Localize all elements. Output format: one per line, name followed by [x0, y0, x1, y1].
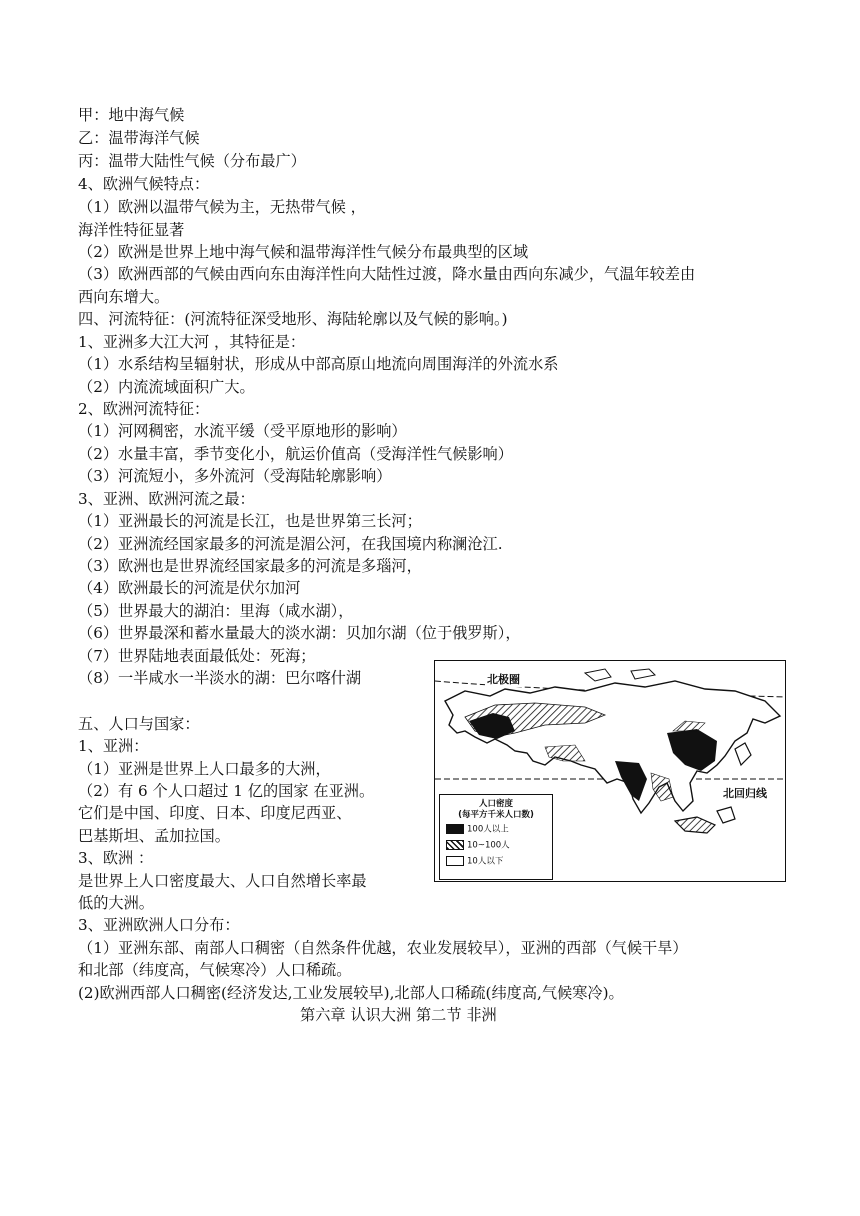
- text-line: 乙：温带海洋气候: [78, 129, 200, 147]
- arctic-circle-label: 北极圈: [487, 673, 520, 686]
- text-line: (2)欧洲西部人口稠密(经济发达,工业发展较早),北部人口稀疏(纬度高,气候寒冷)。: [78, 984, 624, 1002]
- population-density-map: [434, 660, 786, 882]
- text-line: 3、欧洲 ：: [78, 849, 154, 867]
- legend-item: [446, 856, 503, 867]
- text-line: （1）水系结构呈辐射状，形成从中部高原山地流向周围海洋的外流水系: [78, 355, 559, 373]
- text-line: （1）欧洲以温带气候为主，无热带气候 ，: [78, 198, 366, 216]
- island-japan: [735, 743, 751, 765]
- text-line: 低的大洲。: [78, 894, 154, 912]
- text-line: （1）亚洲是世界上人口最多的大洲，: [78, 760, 331, 778]
- text-line: （2）有 6 个人口超过 1 亿的国家 在亚洲。: [78, 782, 375, 800]
- text-line: （2）内流流域面积广大。: [78, 378, 255, 396]
- text-line: 1、亚洲：: [78, 737, 149, 755]
- text-line: （1）亚洲最长的河流是长江，也是世界第三长河；: [78, 512, 422, 530]
- text-line: 是世界上人口密度最大、人口自然增长率最: [78, 872, 367, 890]
- text-line: 4、欧洲气候特点：: [78, 175, 210, 193]
- text-line: （7）世界陆地表面最低处：死海；: [78, 647, 316, 665]
- legend-item-label: 10人以下: [467, 856, 504, 867]
- text-line: （3）欧洲也是世界流经国家最多的河流是多瑙河，: [78, 557, 422, 575]
- text-line: 巴基斯坦、孟加拉国。: [78, 827, 230, 845]
- legend-swatch-dense: [446, 824, 464, 834]
- text-line: 1、亚洲多大江大河 ，其特征是：: [78, 333, 306, 351]
- text-line: （8）一半咸水一半淡水的湖：巴尔喀什湖: [78, 669, 362, 687]
- text-line: （5）世界最大的湖泊：里海（咸水湖），: [78, 602, 354, 620]
- legend-item: [446, 824, 509, 835]
- map-legend: [439, 794, 553, 880]
- text-line: 丙：温带大陆性气候（分布最广）: [78, 152, 306, 170]
- text-line: （2）欧洲是世界上地中海气候和温带海洋性气候分布最典型的区域: [78, 243, 529, 261]
- text-line: （1）河网稠密，水流平缓（受平原地形的影响）: [78, 422, 407, 440]
- text-line: 甲：地中海气候: [78, 106, 185, 124]
- section-heading: 五、人口与国家：: [78, 715, 200, 733]
- text-line: 和北部（纬度高，气候寒冷）人口稀疏。: [78, 961, 352, 979]
- text-line: 海洋性特征显著: [78, 221, 185, 239]
- text-line: （4）欧洲最长的河流是伏尔加河: [78, 579, 301, 597]
- text-line: （1）亚洲东部、南部人口稠密（自然条件优越，农业发展较早），亚洲的西部（气候干旱）: [78, 939, 688, 957]
- legend-subtitle: (每平方千米人口数): [458, 810, 534, 820]
- text-line: 3、亚洲欧洲人口分布：: [78, 916, 240, 934]
- section-heading: 四、河流特征：(河流特征深受地形、海陆轮廓以及气候的影响。): [78, 310, 508, 328]
- text-line: 2、欧洲河流特征：: [78, 400, 210, 418]
- legend-swatch-medium: [446, 840, 464, 850]
- tropic-label: 北回归线: [723, 787, 767, 800]
- text-line: 3、亚洲、欧洲河流之最：: [78, 490, 255, 508]
- text-line: （3）河流短小，多外流河（受海陆轮廓影响）: [78, 467, 392, 485]
- text-line: （3）欧洲西部的气候由西向东由海洋性向大陆性过渡，降水量由西向东减少，气温年较差由: [78, 265, 696, 283]
- text-line: （2）亚洲流经国家最多的河流是湄公河，在我国境内称澜沧江.: [78, 535, 503, 553]
- island-northern: [585, 669, 611, 681]
- legend-title: 人口密度: [478, 799, 513, 809]
- text-line: 它们是中国、印度、日本、印度尼西亚、: [78, 804, 352, 822]
- text-line: （2）水量丰富，季节变化小，航运价值高（受海洋性气候影响）: [78, 445, 513, 463]
- legend-item-label: 100人以上: [467, 824, 509, 835]
- legend-item-label: 10~100人: [467, 840, 510, 851]
- text-line: （6）世界最深和蓄水量最大的淡水湖：贝加尔湖（位于俄罗斯），: [78, 624, 521, 642]
- legend-item: [446, 840, 510, 851]
- island-indonesia: [675, 817, 715, 833]
- island-northern: [631, 669, 655, 679]
- legend-swatch-sparse: [446, 856, 464, 866]
- chapter-title: 第六章 认识大洲 第二节 非洲: [300, 1006, 497, 1024]
- island-philippines: [717, 807, 735, 823]
- text-line: 西向东增大。: [78, 288, 170, 306]
